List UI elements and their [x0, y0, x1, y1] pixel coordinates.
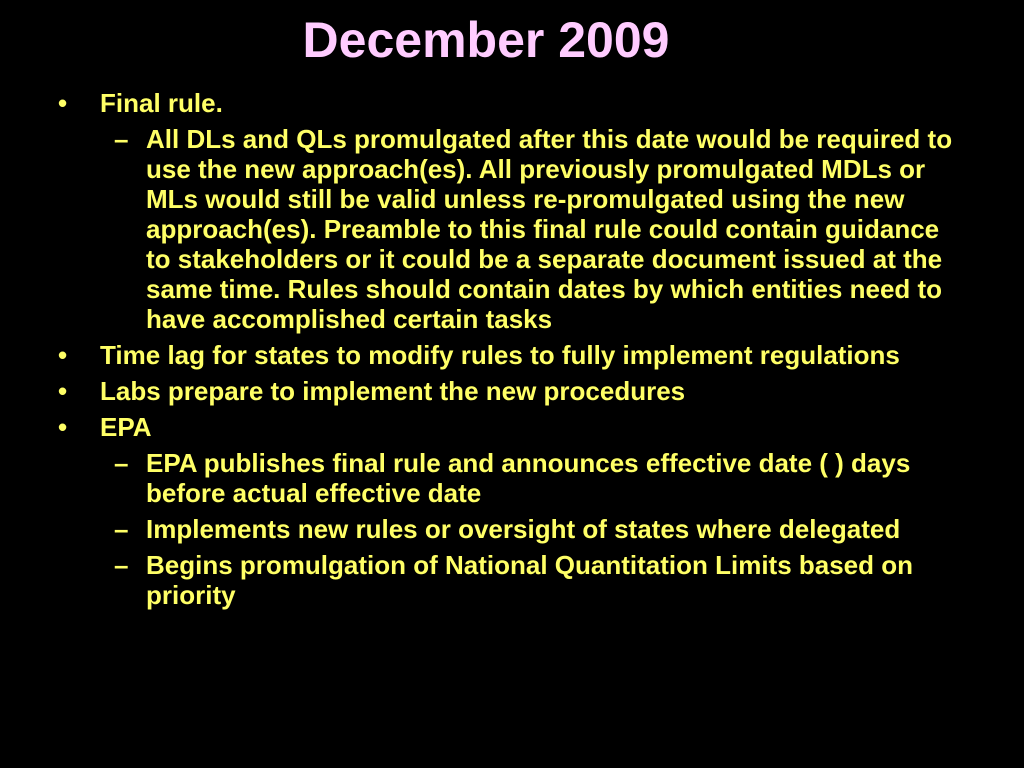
- bullet-labs-prepare: [58, 376, 958, 406]
- bullet-time-lag: [58, 340, 958, 370]
- sub-bullet-epa-begins: [114, 550, 958, 610]
- sub-bullet-final-rule-details: [114, 124, 958, 334]
- dash-marker: –: [114, 448, 129, 478]
- bullet-text: Time lag for states to modify rules to fully implement regulations: [100, 340, 900, 370]
- bullet-text: Labs prepare to implement the new procedures: [100, 376, 686, 406]
- bullet-final-rule: [58, 88, 958, 118]
- bullet-marker: •: [58, 340, 68, 370]
- bullet-text: EPA: [100, 412, 152, 442]
- bullet-epa: [58, 412, 958, 442]
- sub-bullet-epa-implements: [114, 514, 958, 544]
- slide-body: [58, 88, 958, 616]
- sub-bullet-text: Implements new rules or oversight of states where delegated: [146, 514, 901, 544]
- bullet-marker: •: [58, 412, 68, 442]
- bullet-marker: •: [58, 376, 68, 406]
- bullet-text: Final rule.: [100, 88, 223, 118]
- dash-marker: –: [114, 550, 129, 580]
- sub-bullet-text: EPA publishes final rule and announces effective date ( ) days before actual effective date: [146, 448, 911, 508]
- slide-title: December 2009: [302, 12, 670, 68]
- dash-marker: –: [114, 514, 129, 544]
- sub-bullet-epa-publishes: [114, 448, 958, 508]
- sub-bullet-text: All DLs and QLs promulgated after this date would be required to use the new approach(es). All previously promulgated MDLs or MLs would still be valid unless re-promulgated using the new approach(es). Preamble to this final rule could contain guidance to stakeholders or it could be a separate document issued at the same time. Rules should contain dates by which entities need to have accomplished certain tasks: [146, 124, 953, 334]
- sub-bullet-text: Begins promulgation of National Quantitation Limits based on priority: [146, 550, 914, 610]
- dash-marker: –: [114, 124, 129, 154]
- bullet-marker: •: [58, 88, 68, 118]
